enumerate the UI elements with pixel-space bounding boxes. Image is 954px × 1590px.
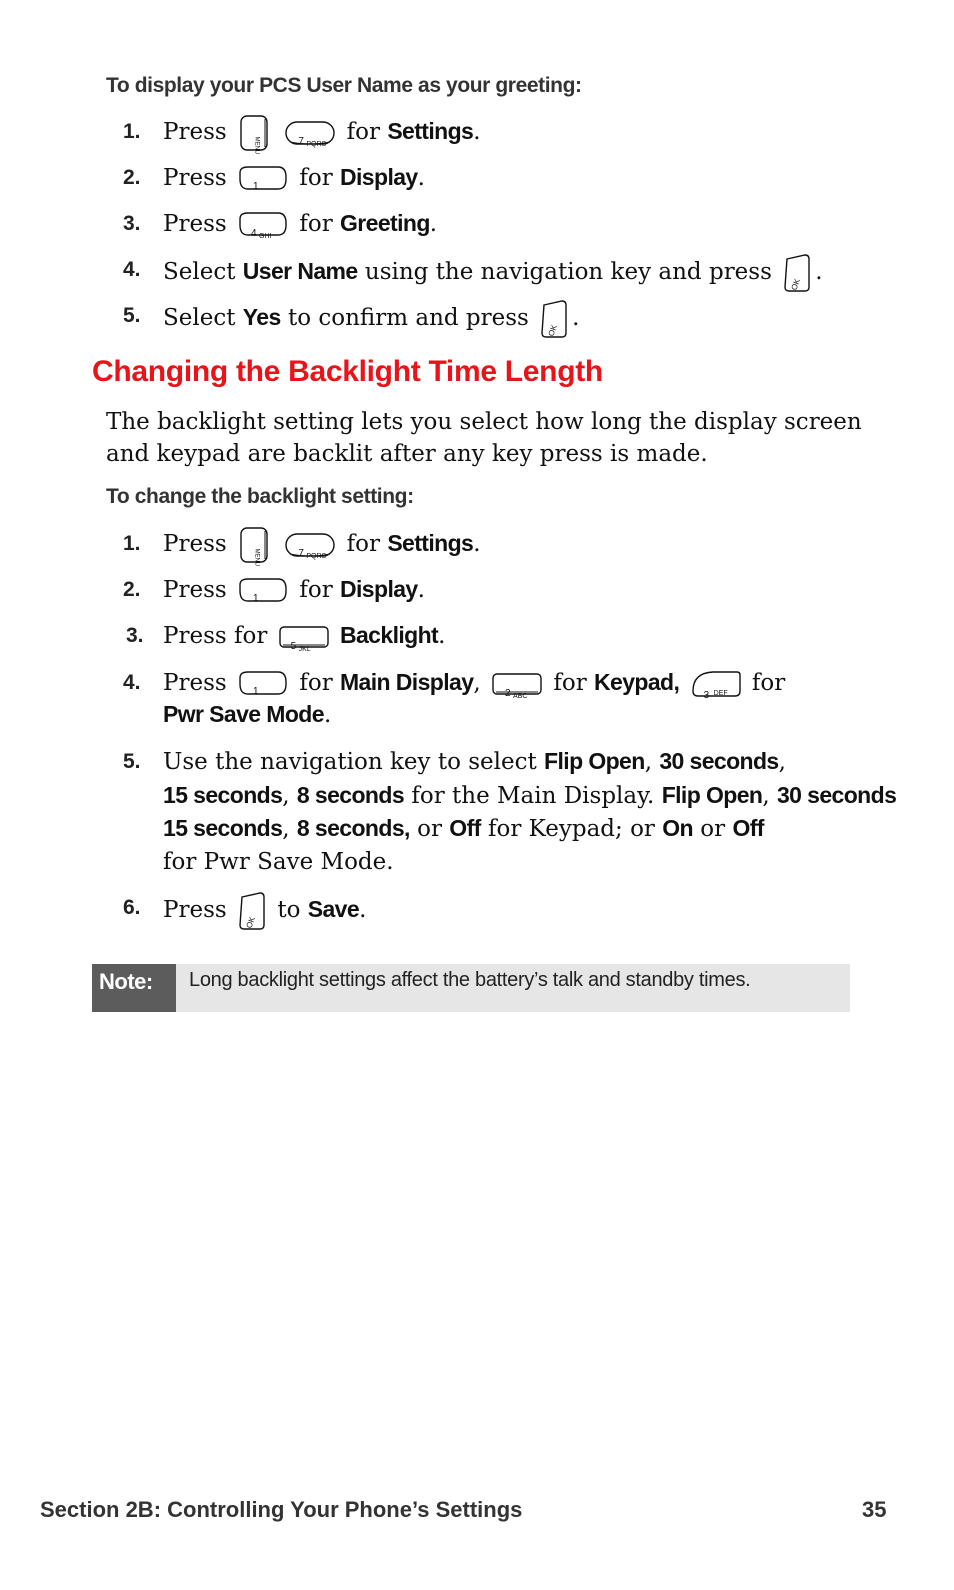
step-number: 4. <box>123 671 141 694</box>
step-continuation: 15 seconds, 8 seconds, or Off for Keypad; or On or Off <box>163 815 764 842</box>
page-number: 35 <box>862 1497 887 1522</box>
step: Use the navigation key to select Flip Open, 30 seconds, <box>163 748 786 775</box>
subheading-greeting: To display your PCS User Name as your greeting: <box>106 74 582 97</box>
ok-key-icon: OK <box>539 299 569 339</box>
step-continuation: Pwr Save Mode. <box>163 701 332 728</box>
step-text: for <box>346 119 380 145</box>
menu-label: Settings <box>387 530 474 556</box>
ok-key-icon: OK <box>237 891 267 931</box>
intro-paragraph: The backlight setting lets you select how long the display screen and keypad are backlit after any key press is made. <box>106 409 862 467</box>
ok-key-icon: OK <box>782 253 812 293</box>
subheading-backlight: To change the backlight setting: <box>106 485 414 508</box>
step-number: 4. <box>123 258 141 281</box>
menu-label: Settings <box>387 118 474 144</box>
menu-label: Display <box>340 164 418 190</box>
menu-label: Main Display <box>340 669 474 695</box>
note-label: Note: <box>92 964 176 1012</box>
key-7-icon: 7 PQRS <box>284 120 336 146</box>
key-7-icon: 7 PQRS <box>284 532 336 558</box>
key-1-icon: 1 <box>237 670 289 698</box>
step: Press 1 for Display. <box>163 576 425 604</box>
key-1-icon: 1 <box>237 577 289 605</box>
footer-section-title: Section 2B: Controlling Your Phone’s Settings <box>40 1497 523 1522</box>
menu-label: Greeting <box>340 210 430 236</box>
menu-label: Display <box>340 576 418 602</box>
note-text: Long backlight settings affect the battery’s talk and standby times. <box>189 969 751 991</box>
step: Press 1 for Main Display, 2 ABC for Keypad, 3 DEF for <box>163 669 786 701</box>
menu-key-icon: MENU <box>237 527 271 563</box>
menu-label: Keypad, <box>594 669 680 695</box>
menu-label: Yes <box>242 304 281 330</box>
key-4-icon: 4 GHI <box>237 211 289 239</box>
section-title: Changing the Backlight Time Length <box>92 355 603 388</box>
step: Press 1 for Display. <box>163 164 425 192</box>
key-1-icon: 1 <box>237 165 289 193</box>
step-continuation: for Pwr Save Mode. <box>163 849 394 875</box>
menu-label: Pwr Save Mode <box>163 701 324 727</box>
key-5-icon: 5 JKL <box>278 624 330 650</box>
menu-label: Backlight <box>339 622 439 648</box>
step: Press MENU 7 PQRS for Settings. <box>163 115 481 151</box>
step: Press for 5 JKL Backlight. <box>163 622 446 653</box>
step-number: 1. <box>123 120 141 143</box>
step-number: 5. <box>123 750 141 773</box>
step-number: 3. <box>126 624 144 647</box>
key-2-icon: 2 ABC <box>491 671 543 697</box>
step-continuation: 15 seconds, 8 seconds for the Main Display. Flip Open, 30 seconds <box>163 782 897 809</box>
step: Select Yes to confirm and press OK . <box>163 299 579 339</box>
step-number: 2. <box>123 166 141 189</box>
step: Press 4 GHI for Greeting. <box>163 210 438 240</box>
step: Press MENU 7 PQRS for Settings. <box>163 527 481 563</box>
step-text: Press <box>163 119 227 145</box>
step-number: 3. <box>123 212 141 235</box>
menu-key-icon: MENU <box>237 115 271 151</box>
step: Press OK to Save. <box>163 891 366 931</box>
key-3-icon: 3 DEF <box>690 669 742 699</box>
step-number: 6. <box>123 896 141 919</box>
note-box <box>92 964 850 1012</box>
step: Select User Name using the navigation key and press OK . <box>163 253 823 293</box>
step-number: 5. <box>123 304 141 327</box>
step-number: 2. <box>123 578 141 601</box>
menu-label: Save <box>307 896 360 922</box>
menu-label: User Name <box>242 258 358 284</box>
step-number: 1. <box>123 532 141 555</box>
